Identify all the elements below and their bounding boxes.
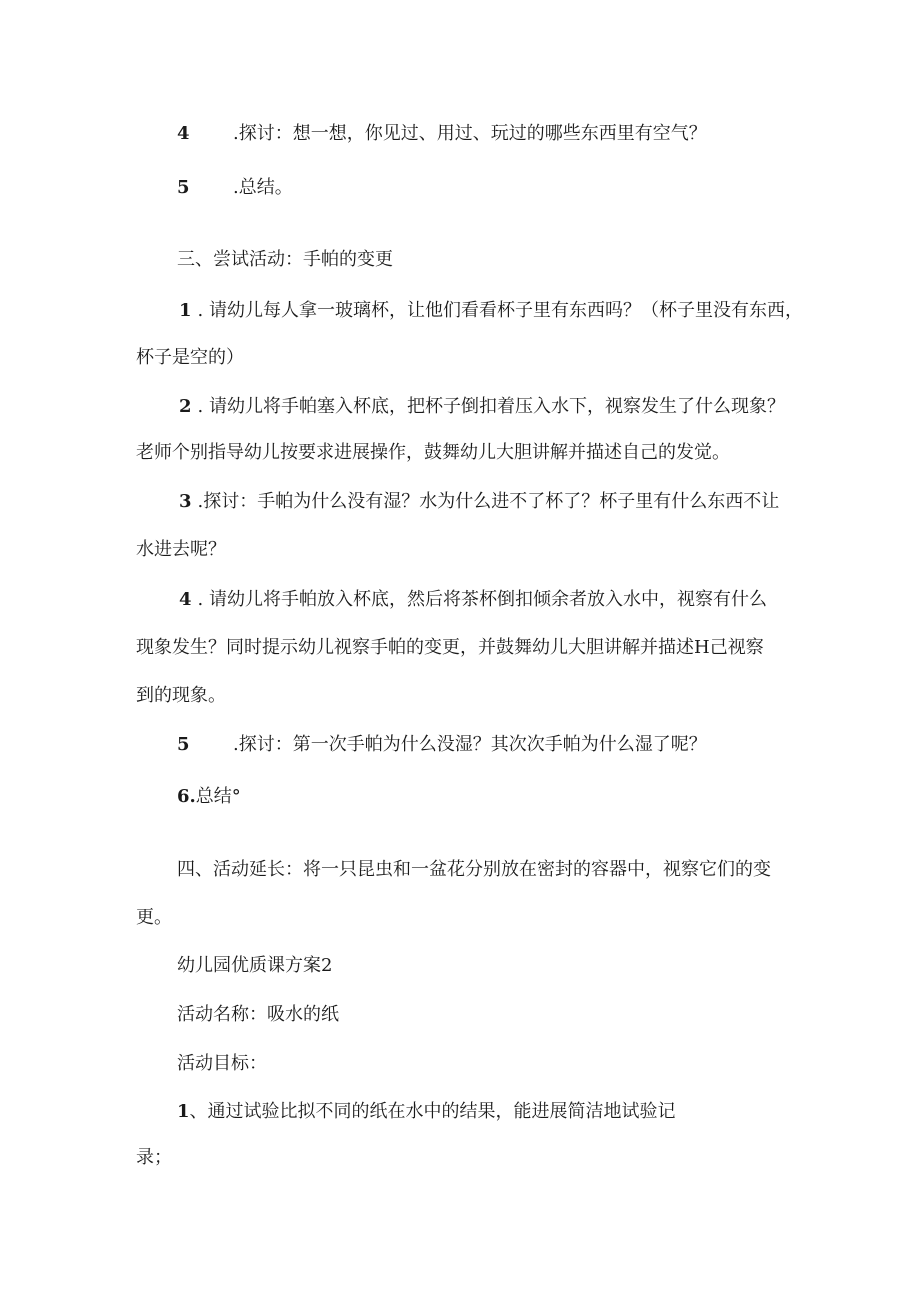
s3-step-5 [177,733,707,757]
step-text: .探讨：想一想，你见过、用过、玩过的哪些东西里有空气？ [233,123,707,144]
s3-step-2-line2: 老师个别指导幼儿按要求进展操作，鼓舞幼儿大胆讲解并描述自己的发觉。 [136,442,730,463]
goal-1-line2: 录； [136,1147,172,1168]
step-text: .探讨：手帕为什么没有湿？水为什么进不了杯了？杯子里有什么东西不让 [197,491,780,512]
goal-text: 、通过试验比拟不同的纸在水中的结果，能进展简洁地试验记 [189,1101,676,1122]
s3-step-2-line1 [179,395,785,419]
s3-step-4-line2: 现象发生？同时提示幼儿视察手帕的变更，并鼓舞幼儿大胆讲解并描述H己视察 [136,637,764,658]
s3-step-4-line1 [179,588,767,612]
step-text: . 请幼儿将手帕塞入杯底，把杯子倒扣着压入水下，视察发生了什么现象？ [197,396,785,417]
step-text: . 请幼儿将手帕放入杯底，然后将茶杯倒扣倾余者放入水中，视察有什么 [197,589,767,610]
plan-2-title: 幼儿园优质课方案2 [177,955,333,976]
s3-step-1-line2: 杯子是空的） [136,347,244,368]
step-number: 5 [177,734,190,755]
goal-number: 1 [177,1101,190,1122]
step-text: .总结。 [233,177,293,198]
step-text: 总结° [195,786,241,807]
step-number: 3 [179,491,192,512]
step-number: 5 [177,177,190,198]
step-number: 4 [177,123,190,144]
s3-step-4-line3: 到的现象。 [136,685,226,706]
section-3-heading: 三、尝试活动：手帕的变更 [177,249,393,270]
goal-1-line1 [177,1100,676,1124]
s3-step-1-line1 [179,299,803,323]
s3-step-3-line1 [179,490,779,514]
step-text: .探讨：第一次手帕为什么没湿？其次次手帕为什么湿了呢？ [233,734,707,755]
activity-goals-label: 活动目标： [177,1053,267,1074]
step-number: 6. [177,786,196,807]
step-number: 1 [179,300,192,321]
step-text: . 请幼儿每人拿一玻璃杯，让他们看看杯子里有东西吗？（杯子里没有东西， [197,300,803,321]
activity-name: 活动名称：吸水的纸 [177,1004,339,1025]
s3-step-3-line2: 水进去呢？ [136,539,226,560]
step-number: 4 [179,589,192,610]
step-5-summary [177,176,293,200]
s3-step-6 [177,785,241,809]
section-4-line1: 四、活动延长：将一只昆虫和一盆花分别放在密封的容器中，视察它们的变 [177,859,771,880]
step-4-discuss [177,122,707,146]
section-4-line2: 更。 [136,907,172,928]
step-number: 2 [179,396,192,417]
